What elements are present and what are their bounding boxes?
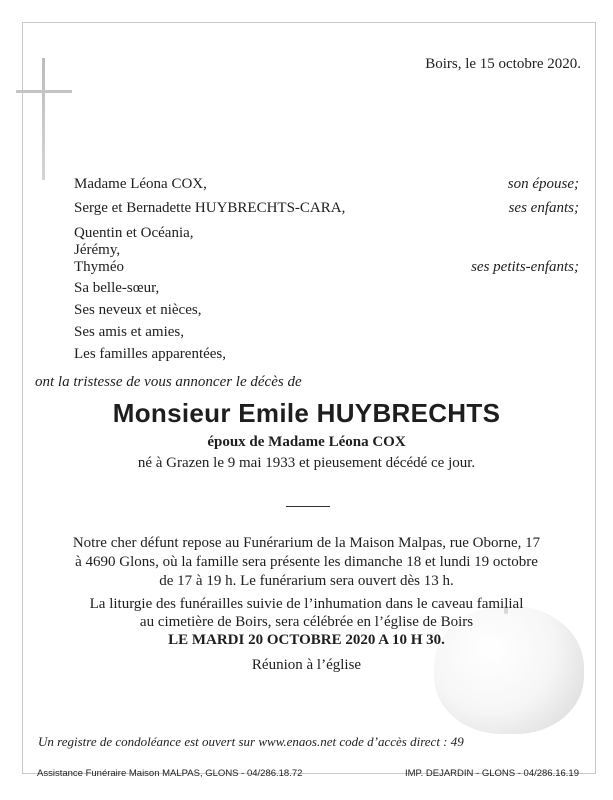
liturgy-line: au cimetière de Boirs, sera célébrée en l’église de Boirs bbox=[139, 614, 474, 630]
family-member: Sa belle-sœur, bbox=[74, 280, 160, 296]
funerarium-line: Notre cher défunt repose au Funérarium de la Maison Malpas, rue Oborne, 17 bbox=[72, 535, 541, 551]
family-relation: ses enfants; bbox=[508, 200, 579, 216]
family-member: Quentin et Océania, bbox=[74, 225, 194, 241]
cross-icon bbox=[42, 58, 45, 180]
date-line: Boirs, le 15 octobre 2020. bbox=[425, 56, 581, 72]
family-relation: son épouse; bbox=[507, 176, 579, 192]
family-member: Ses amis et amies, bbox=[74, 324, 184, 340]
birth-line: né à Grazen le 9 mai 1933 et pieusement décédé ce jour. bbox=[137, 455, 476, 471]
family-member: Thyméo bbox=[74, 259, 124, 275]
footer-funeral-home: Assistance Funéraire Maison MALPAS, GLONS - 04/286.18.72 bbox=[37, 768, 303, 779]
funerarium-line: à 4690 Glons, où la famille sera présente les dimanche 18 et lundi 19 octobre bbox=[75, 554, 538, 570]
family-member: Jérémy, bbox=[74, 242, 121, 258]
funerarium-line: de 17 à 19 h. Le funérarium sera ouvert dès 13 h. bbox=[159, 573, 454, 589]
cross-icon-bar bbox=[16, 90, 72, 93]
family-member: Les familles apparentées, bbox=[74, 346, 227, 362]
divider bbox=[286, 506, 330, 507]
spouse-line: époux de Madame Léona COX bbox=[207, 434, 406, 450]
family-member: Ses neveux et nièces, bbox=[74, 302, 202, 318]
family-member: Madame Léona COX, bbox=[74, 176, 207, 192]
liturgy-line: La liturgie des funérailles suivie de l’inhumation dans le caveau familial bbox=[89, 596, 524, 612]
family-relation: ses petits-enfants; bbox=[471, 259, 579, 275]
registre-line: Un registre de condoléance est ouvert sur www.enaos.net code d’accès direct : 49 bbox=[38, 734, 464, 749]
deceased-name: Monsieur Emile HUYBRECHTS bbox=[112, 398, 501, 428]
announce-line: ont la tristesse de vous annoncer le décès de bbox=[35, 374, 302, 390]
family-member: Serge et Bernadette HUYBRECHTS-CARA, bbox=[74, 200, 346, 216]
footer-printer: IMP. DEJARDIN - GLONS - 04/286.16.19 bbox=[404, 768, 579, 779]
ceremony-date: LE MARDI 20 OCTOBRE 2020 A 10 H 30. bbox=[168, 632, 445, 648]
reunion-line: Réunion à l’église bbox=[251, 657, 362, 673]
